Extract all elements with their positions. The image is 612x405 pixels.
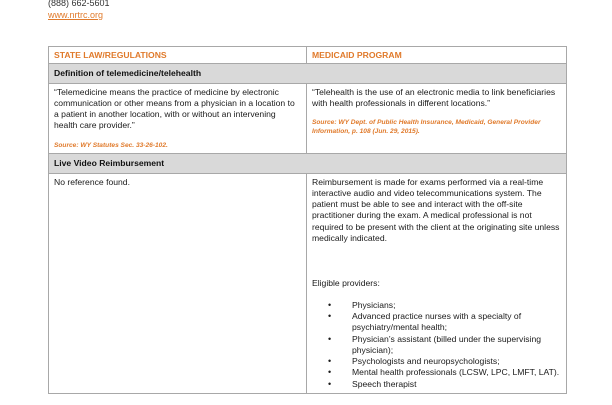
section-title: Definition of telemedicine/telehealth — [49, 64, 567, 83]
eligible-providers-label: Eligible providers: — [312, 278, 380, 289]
law-citation: Source: WY Statutes Sec. 33-26-102. — [54, 141, 168, 149]
medicaid-cell — [307, 173, 567, 393]
section-title: Live Video Reimbursement — [49, 154, 567, 173]
law-cell — [49, 173, 307, 393]
list-item: • Physicians; — [342, 300, 561, 311]
policy-table — [48, 46, 567, 394]
list-item: • Speech therapist — [342, 379, 561, 390]
list-item: • Psychologists and neuropsychologists; — [342, 356, 561, 367]
law-text: No reference found. — [54, 176, 130, 187]
list-item: • Physician’s assistant (billed under the supervising physician); — [342, 334, 561, 357]
medicaid-text: “Telehealth is the use of an electronic media to link beneficiaries with health professionals in different locations.” — [312, 86, 556, 108]
section-heading-definition — [49, 64, 567, 83]
list-item: • Advanced practice nurses with a specialty of psychiatry/mental health; — [342, 311, 561, 334]
table-row — [49, 83, 567, 154]
header-state-law: STATE LAW/REGULATIONS — [49, 47, 307, 64]
list-item: • Mental health professionals (LCSW, LPC, LMFT, LAT). — [342, 367, 561, 378]
eligible-providers-list — [312, 300, 561, 390]
table-header-row — [49, 47, 567, 64]
medicaid-text: Reimbursement is made for exams performed via a real-time interactive audio and video telecommunications system. The patient must be able to see and interact with the off-site practitioner during the exam. A medical professional is not required to be present with the client at the originating site unless medically indicated. — [312, 176, 560, 244]
section-heading-live-video — [49, 154, 567, 173]
medicaid-cell — [307, 83, 567, 154]
medicaid-citation: Source: WY Dept. of Public Health Insurance, Medicaid, General Provider Information, p. 108 (Jun. 29, 2015). — [312, 119, 541, 135]
contact-phone: (888) 662-5601 — [48, 0, 110, 8]
header-medicaid: MEDICAID PROGRAM — [307, 47, 567, 64]
law-cell — [49, 83, 307, 154]
table-row — [49, 173, 567, 393]
contact-website-link[interactable]: www.nrtrc.org — [48, 10, 104, 20]
law-text: “Telemedicine means the practice of medicine by electronic communication or other means from a physician in a location to a patient in another location, with or without an intervening health care provider.” — [54, 86, 295, 131]
contact-block — [48, 0, 110, 21]
